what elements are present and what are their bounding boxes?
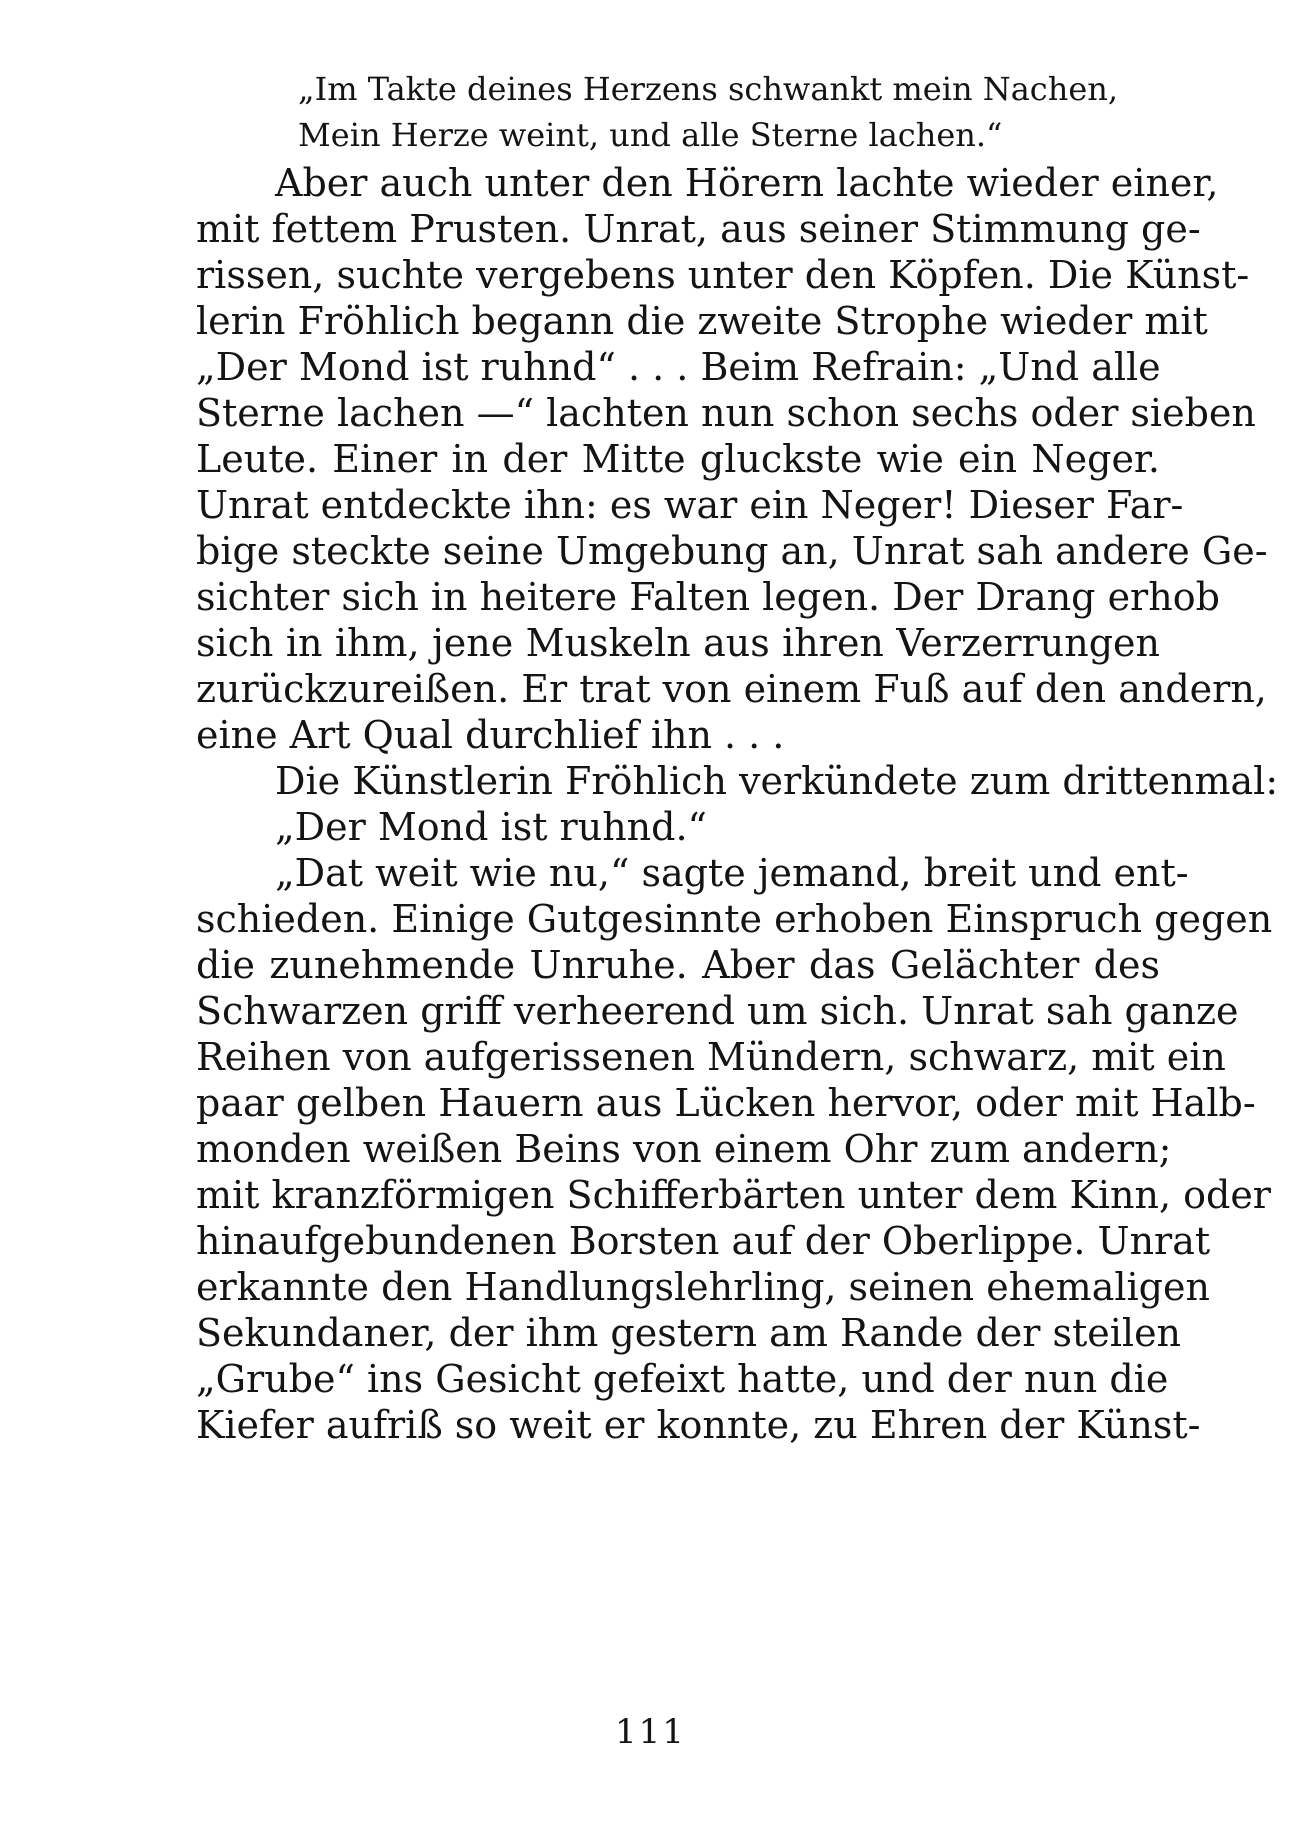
text-line: Sterne lachen —“ lachten nun schon sechs oder sieben: [196, 391, 1256, 435]
text-line: Unrat entdeckte ihn: es war ein Neger! Dieser Far-: [196, 483, 1184, 527]
text-line: mit kranzförmigen Schifferbärten unter dem Kinn, oder: [196, 1173, 1271, 1217]
text-line: zurückzureißen. Er trat von einem Fuß auf den andern,: [196, 667, 1267, 711]
text-line: erkannte den Handlungslehrling, seinen ehemaligen: [196, 1265, 1210, 1309]
text-line: Leute. Einer in der Mitte gluckste wie ein Neger.: [196, 437, 1160, 481]
text-line: „Der Mond ist ruhnd“ . . . Beim Refrain: „Und alle: [196, 345, 1161, 389]
text-line: rissen, suchte vergebens unter den Köpfen. Die Künst-: [196, 253, 1250, 297]
text-line: Kiefer aufriß so weit er konnte, zu Ehren der Künst-: [196, 1403, 1201, 1447]
text-line: paar gelben Hauern aus Lücken hervor, oder mit Halb-: [196, 1081, 1256, 1125]
text-line: Die Künstlerin Fröhlich verkündete zum drittenmal:: [275, 759, 1279, 803]
text-line: „Der Mond ist ruhnd.“: [275, 805, 707, 849]
text-line: sich in ihm, jene Muskeln aus ihren Verzerrungen: [196, 621, 1160, 665]
text-line: Aber auch unter den Hörern lachte wieder einer,: [275, 161, 1219, 205]
text-line: monden weißen Beins von einem Ohr zum andern;: [196, 1127, 1172, 1171]
text-line: die zunehmende Unruhe. Aber das Gelächter des: [196, 943, 1160, 987]
text-line: Sekundaner, der ihm gestern am Rande der steilen: [196, 1311, 1182, 1355]
text-line: lerin Fröhlich begann die zweite Strophe wieder mit: [196, 299, 1208, 343]
text-line: bige steckte seine Umgebung an, Unrat sah andere Ge-: [196, 529, 1268, 573]
text-line: Reihen von aufgerissenen Mündern, schwarz, mit ein: [196, 1035, 1226, 1079]
verse-line: Mein Herze weint, und alle Sterne lachen.“: [298, 116, 1003, 154]
text-line: mit fettem Prusten. Unrat, aus seiner Stimmung ge-: [196, 207, 1201, 251]
text-line: eine Art Qual durchlief ihn . . .: [196, 713, 785, 757]
text-line: hinaufgebundenen Borsten auf der Oberlippe. Unrat: [196, 1219, 1211, 1263]
text-line: „Dat weit wie nu,“ sagte jemand, breit und ent-: [275, 851, 1189, 895]
text-line: sichter sich in heitere Falten legen. Der Drang erhob: [196, 575, 1220, 619]
text-line: schieden. Einige Gutgesinnte erhoben Einspruch gegen: [196, 897, 1273, 941]
text-line: „Grube“ ins Gesicht gefeixt hatte, und der nun die: [196, 1357, 1169, 1401]
verse-line: „Im Takte deines Herzens schwankt mein Nachen,: [298, 70, 1119, 108]
page-number: 111: [615, 1712, 686, 1752]
text-line: Schwarzen griff verheerend um sich. Unrat sah ganze: [196, 989, 1239, 1033]
